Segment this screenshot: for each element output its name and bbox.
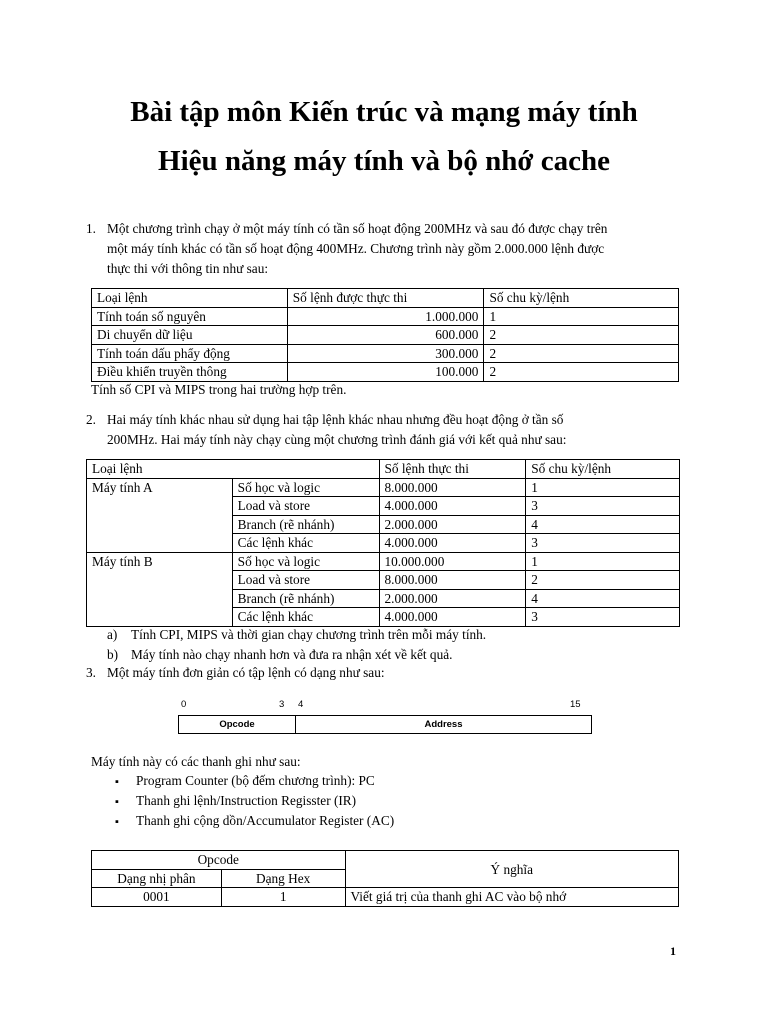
table-row — [92, 888, 679, 907]
table-cell: 600.000 — [287, 326, 484, 345]
q1-line-2: một máy tính khác có tần số hoạt động 400MHz. Chương trình này gồm 2.000.000 lệnh được — [107, 241, 605, 256]
table-cell: Điều khiển truyền thông — [92, 363, 288, 382]
table-row — [87, 478, 680, 497]
register-item: Thanh ghi cộng dồn/Accumulator Register (AC) — [136, 813, 395, 828]
bullet-icon: ▪ — [115, 796, 119, 808]
table-row — [92, 326, 679, 345]
q2-table — [86, 459, 680, 627]
table-cell: 0001 — [92, 888, 222, 907]
q3-line-1: Một máy tính đơn giản có tập lệnh có dạng như sau: — [107, 665, 385, 680]
opcode-field: Opcode — [179, 716, 296, 733]
machine-a-label: Máy tính A — [87, 478, 233, 552]
bit-label-15: 15 — [570, 699, 581, 710]
q2-line-2: 200MHz. Hai máy tính này chạy cùng một chương trình đánh giá với kết quả như sau: — [107, 432, 567, 447]
table-cell: 4.000.000 — [379, 497, 526, 516]
q2-a-label: a) — [107, 627, 118, 642]
table-cell: 8.000.000 — [379, 478, 526, 497]
q1-after: Tính số CPI và MIPS trong hai trường hợp trên. — [91, 382, 347, 397]
table-cell: 3 — [526, 608, 680, 627]
table-cell: 3 — [526, 534, 680, 553]
q1-number: 1. — [86, 221, 96, 236]
table-cell: Tính toán số nguyên — [92, 307, 288, 326]
bit-label-4: 4 — [298, 699, 304, 710]
table-cell: 3 — [526, 497, 680, 516]
table-row — [92, 363, 679, 382]
bullet-icon: ▪ — [115, 776, 119, 788]
opcode-table — [91, 850, 679, 907]
table-cell: Load và store — [232, 571, 379, 590]
q2-line-1: Hai máy tính khác nhau sử dụng hai tập lệnh khác nhau nhưng đều hoạt động ở tần số — [107, 412, 564, 427]
table-cell: 2 — [484, 326, 679, 345]
table-cell: Tính toán dấu phẩy động — [92, 344, 288, 363]
table-cell: Branch (rẽ nhánh) — [232, 515, 379, 534]
table-header-cell: Số lệnh được thực thi — [287, 289, 484, 308]
table-header-cell: Số lệnh thực thi — [379, 460, 526, 479]
instruction-format-diagram — [178, 715, 592, 734]
table-cell: 2.000.000 — [379, 589, 526, 608]
table-row — [87, 552, 680, 571]
hex-header: Dạng Hex — [221, 869, 345, 888]
table-cell: Số học và logic — [232, 552, 379, 571]
bit-label-3: 3 — [279, 699, 285, 710]
table-header-cell: Loại lệnh — [87, 460, 380, 479]
registers-intro: Máy tính này có các thanh ghi như sau: — [91, 754, 301, 769]
q2-b-label: b) — [107, 647, 119, 662]
table-cell: 4 — [526, 589, 680, 608]
table-cell: 4.000.000 — [379, 534, 526, 553]
table-cell: Các lệnh khác — [232, 534, 379, 553]
bit-label-0: 0 — [181, 699, 187, 710]
table-cell: Load và store — [232, 497, 379, 516]
bullet-icon: ▪ — [115, 816, 119, 828]
opcode-header: Opcode — [92, 851, 346, 870]
table-cell: 1 — [526, 478, 680, 497]
table-cell: 10.000.000 — [379, 552, 526, 571]
table-header-row — [87, 460, 680, 479]
table-row — [92, 307, 679, 326]
table-cell: 1 — [484, 307, 679, 326]
table-cell: Di chuyển dữ liệu — [92, 326, 288, 345]
q1-line-1: Một chương trình chạy ở một máy tính có tần số hoạt động 200MHz và sau đó được chạy trên — [107, 221, 608, 236]
q2-text — [107, 410, 687, 450]
table-cell: 4 — [526, 515, 680, 534]
table-cell: 4.000.000 — [379, 608, 526, 627]
address-field: Address — [424, 719, 463, 730]
table-cell: 1 — [526, 552, 680, 571]
table-cell: Branch (rẽ nhánh) — [232, 589, 379, 608]
title-line-1: Bài tập môn Kiến trúc và mạng máy tính — [130, 96, 638, 128]
table-cell: 100.000 — [287, 363, 484, 382]
table-cell: 300.000 — [287, 344, 484, 363]
table-cell: 2 — [484, 363, 679, 382]
q1-table — [91, 288, 679, 382]
table-cell: 2.000.000 — [379, 515, 526, 534]
table-header-row — [92, 851, 679, 870]
register-item: Program Counter (bộ đếm chương trình): PC — [136, 773, 375, 788]
register-item: Thanh ghi lệnh/Instruction Regisster (IR) — [136, 793, 357, 808]
q3-number: 3. — [86, 665, 96, 680]
table-header-cell: Số chu kỳ/lệnh — [484, 289, 679, 308]
table-header-cell: Số chu kỳ/lệnh — [526, 460, 680, 479]
table-cell: 8.000.000 — [379, 571, 526, 590]
q2-a-text: Tính CPI, MIPS và thời gian chạy chương trình trên mỗi máy tính. — [131, 627, 487, 642]
table-cell: 2 — [484, 344, 679, 363]
q2-number: 2. — [86, 412, 96, 427]
machine-b-label: Máy tính B — [87, 552, 233, 626]
table-cell: Viết giá trị của thanh ghi AC vào bộ nhớ — [345, 888, 679, 907]
q1-text — [107, 219, 687, 279]
table-cell: 2 — [526, 571, 680, 590]
table-cell: 1.000.000 — [287, 307, 484, 326]
page-number: 1 — [670, 944, 676, 958]
table-cell: Số học và logic — [232, 478, 379, 497]
table-header-row — [92, 289, 679, 308]
binary-header: Dạng nhị phân — [92, 869, 222, 888]
table-cell: 1 — [221, 888, 345, 907]
title-line-2: Hiệu năng máy tính và bộ nhớ cache — [158, 145, 610, 177]
q2-b-text: Máy tính nào chạy nhanh hơn và đưa ra nhận xét về kết quả. — [131, 647, 453, 662]
table-header-cell: Loại lệnh — [92, 289, 288, 308]
table-row — [92, 344, 679, 363]
q1-line-3: thực thi với thông tin như sau: — [107, 261, 269, 276]
meaning-header: Ý nghĩa — [345, 851, 679, 888]
table-cell: Các lệnh khác — [232, 608, 379, 627]
